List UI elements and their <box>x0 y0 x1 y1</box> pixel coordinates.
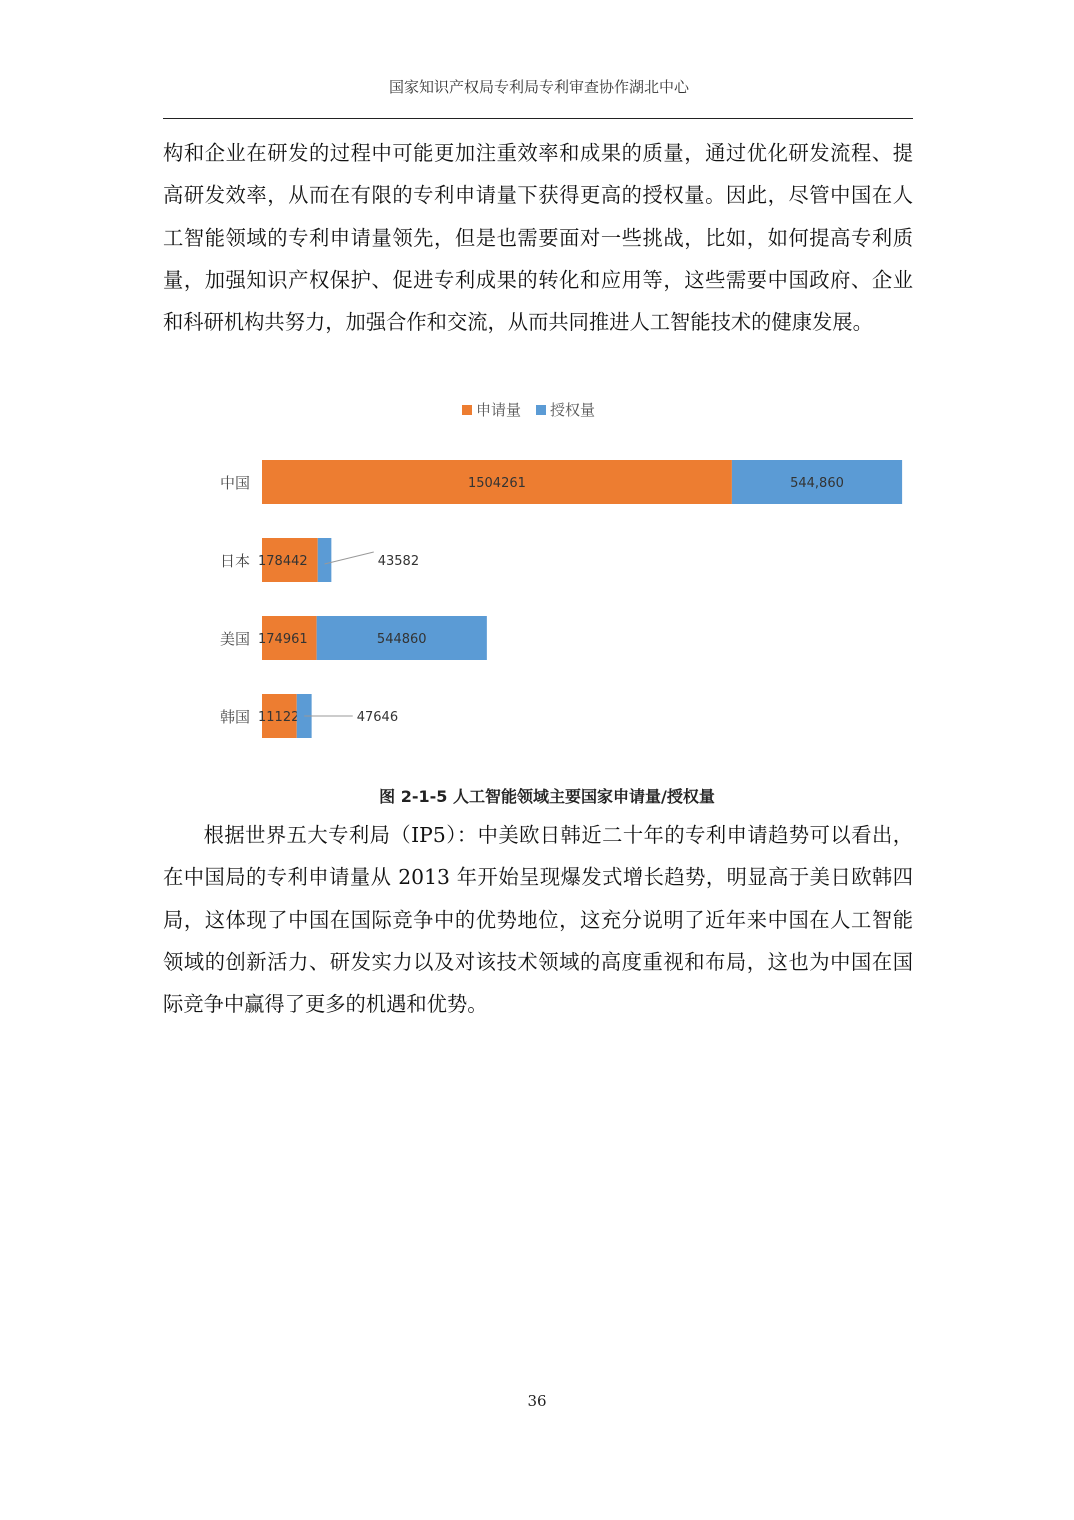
body-paragraph-2: 根据世界五大专利局（IP5）：中美欧日韩近二十年的专利申请趋势可以看出，在中国局的专利申请量从 2013 年开始呈现爆发式增长趋势，明显高于美日欧韩四局，这体现了中国在国际竞争中的优势地位，这充分说明了近年来中国在人工智能领域的创新活力、研发实力以及对该技术领域的高度重视和布局，这也为中国在国际竞争中赢得了更多的机遇和优势。 <box>163 814 913 1025</box>
data-label-grants-1: 43582 <box>378 554 419 569</box>
data-label-applications-3: 111228 <box>258 710 308 725</box>
chart-legend <box>462 401 595 419</box>
category-label: 日本 <box>220 552 250 570</box>
chart-plot-area <box>220 460 902 738</box>
page-number: 36 <box>0 1392 1074 1410</box>
data-label-grants-2: 544860 <box>377 632 427 647</box>
page-header: 国家知识产权局专利局专利审查协作湖北中心 <box>165 76 913 97</box>
category-label: 中国 <box>220 474 250 492</box>
data-label-applications-1: 178442 <box>258 554 308 569</box>
header-rule <box>163 118 913 119</box>
data-label-applications-0: 1504261 <box>468 476 526 491</box>
body-paragraph-1: 构和企业在研发的过程中可能更加注重效率和成果的质量，通过优化研发流程、提高研发效率，从而在有限的专利申请量下获得更高的授权量。因此，尽管中国在人工智能领域的专利申请量领先，但是也需要面对一些挑战，比如，如何提高专利质量，加强知识产权保护、促进专利成果的转化和应用等，这些需要中国政府、企业和科研机构共努力，加强合作和交流，从而共同推进人工智能技术的健康发展。 <box>163 132 913 343</box>
data-label-grants-0: 544,860 <box>790 476 844 491</box>
leader-line-1 <box>325 552 374 564</box>
category-label: 美国 <box>220 630 250 648</box>
legend-label-grants: 授权量 <box>550 401 595 419</box>
legend-swatch-grants <box>536 405 546 415</box>
data-label-applications-2: 174961 <box>258 632 308 647</box>
category-label: 韩国 <box>220 708 250 726</box>
legend-swatch-applications <box>462 405 472 415</box>
bar-chart <box>200 395 800 765</box>
figure-caption: 图 2-1-5 人工智能领域主要国家申请量/授权量 <box>163 784 931 807</box>
data-label-grants-3: 47646 <box>357 710 398 725</box>
legend-label-applications: 申请量 <box>476 401 521 419</box>
bar-grants-1 <box>318 538 332 582</box>
